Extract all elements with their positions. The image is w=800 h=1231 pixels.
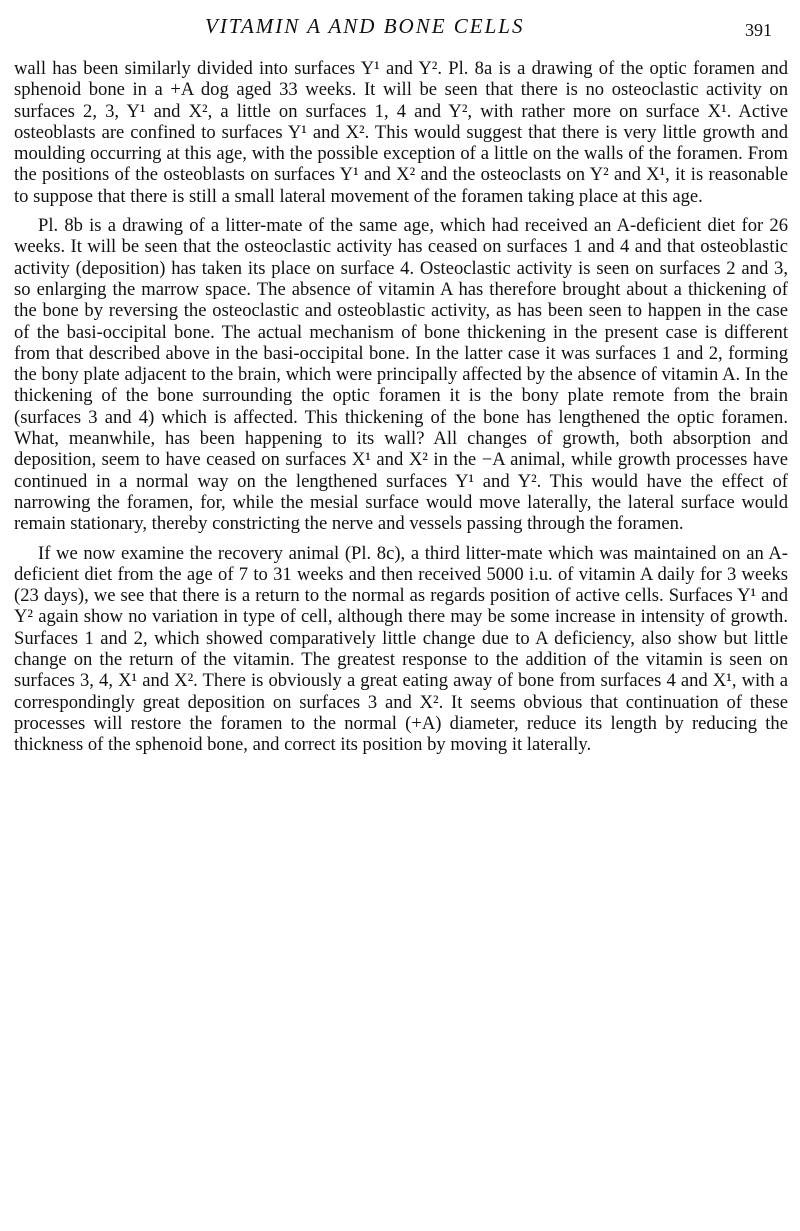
paragraph-1: wall has been similarly divided into surfaces Y¹ and Y². Pl. 8a is a drawing of the optic foramen and sphenoid bone in a +A dog aged 33 weeks. It will be seen that there is no osteoclastic activity on surfaces 2, 3, Y¹ and X², a little on surfaces 1, 4 and Y², with rather more on surface X¹. Active osteoblasts are confined to surfaces Y¹ and X². This would suggest that there is very little growth and moulding occurring at this age, with the possible exception of a little on the walls of the foramen. From the positions of the osteoblasts on surfaces Y¹ and X² and the osteoclasts on Y² and X¹, it is reasonable to suppose that there is still a small lateral movement of the foramen taking place at this age. xyxy=(14,58,788,207)
running-title: VITAMIN A AND BONE CELLS xyxy=(205,14,525,38)
page-number: 391 xyxy=(745,20,772,40)
body-text xyxy=(14,58,788,756)
paragraph-3: If we now examine the recovery animal (Pl. 8c), a third litter-mate which was maintained on an A-deficient diet from the age of 7 to 31 weeks and then received 5000 i.u. of vitamin A daily for 3 weeks (23 days), we see that there is a return to the normal as regards position of active cells. Surfaces Y¹ and Y² again show no variation in type of cell, although there may be some increase in intensity of growth. Surfaces 1 and 2, which showed comparatively little change due to A deficiency, also show but little change on the return of the vitamin. The greatest response to the addition of the vitamin is seen on surfaces 3, 4, X¹ and X². There is obviously a great eating away of bone from surfaces 4 and X¹, with a correspondingly great deposition on surfaces 3 and X². It seems obvious that continuation of these processes will restore the foramen to the normal (+A) diameter, reduce its length by reducing the thickness of the sphenoid bone, and correct its position by moving it laterally. xyxy=(14,542,788,756)
paragraph-2: Pl. 8b is a drawing of a litter-mate of the same age, which had received an A-deficient diet for 26 weeks. It will be seen that the osteoclastic activity has ceased on surfaces 1 and 4 and that osteoblastic activity (deposition) has taken its place on surface 4. Osteoclastic activity is seen on surfaces 2 and 3, so enlarging the marrow space. The absence of vitamin A has therefore brought about a thickening of the bone by reversing the osteoclastic and osteoblastic activity, as has been seen to happen in the case of the basi-occipital bone. The actual mechanism of bone thickening in the present case is different from that described above in the basi-occipital bone. In the latter case it was surfaces 1 and 2, forming the bony plate adjacent to the brain, which were principally affected by the absence of vitamin A. In the thickening of the bone surrounding the optic foramen it is the bony plate remote from the brain (surfaces 3 and 4) which is affected. This thickening of the bone has lengthened the optic foramen. What, meanwhile, has been happening to its wall? All changes of growth, both absorption and deposition, seem to have ceased on surfaces X¹ and X² in the −A animal, while growth processes have continued in a normal way on the lengthened surfaces Y¹ and Y². This would have the effect of narrowing the foramen, for, while the mesial surface would move laterally, the lateral surface would remain stationary, thereby constricting the nerve and vessels passing through the foramen. xyxy=(14,215,788,535)
